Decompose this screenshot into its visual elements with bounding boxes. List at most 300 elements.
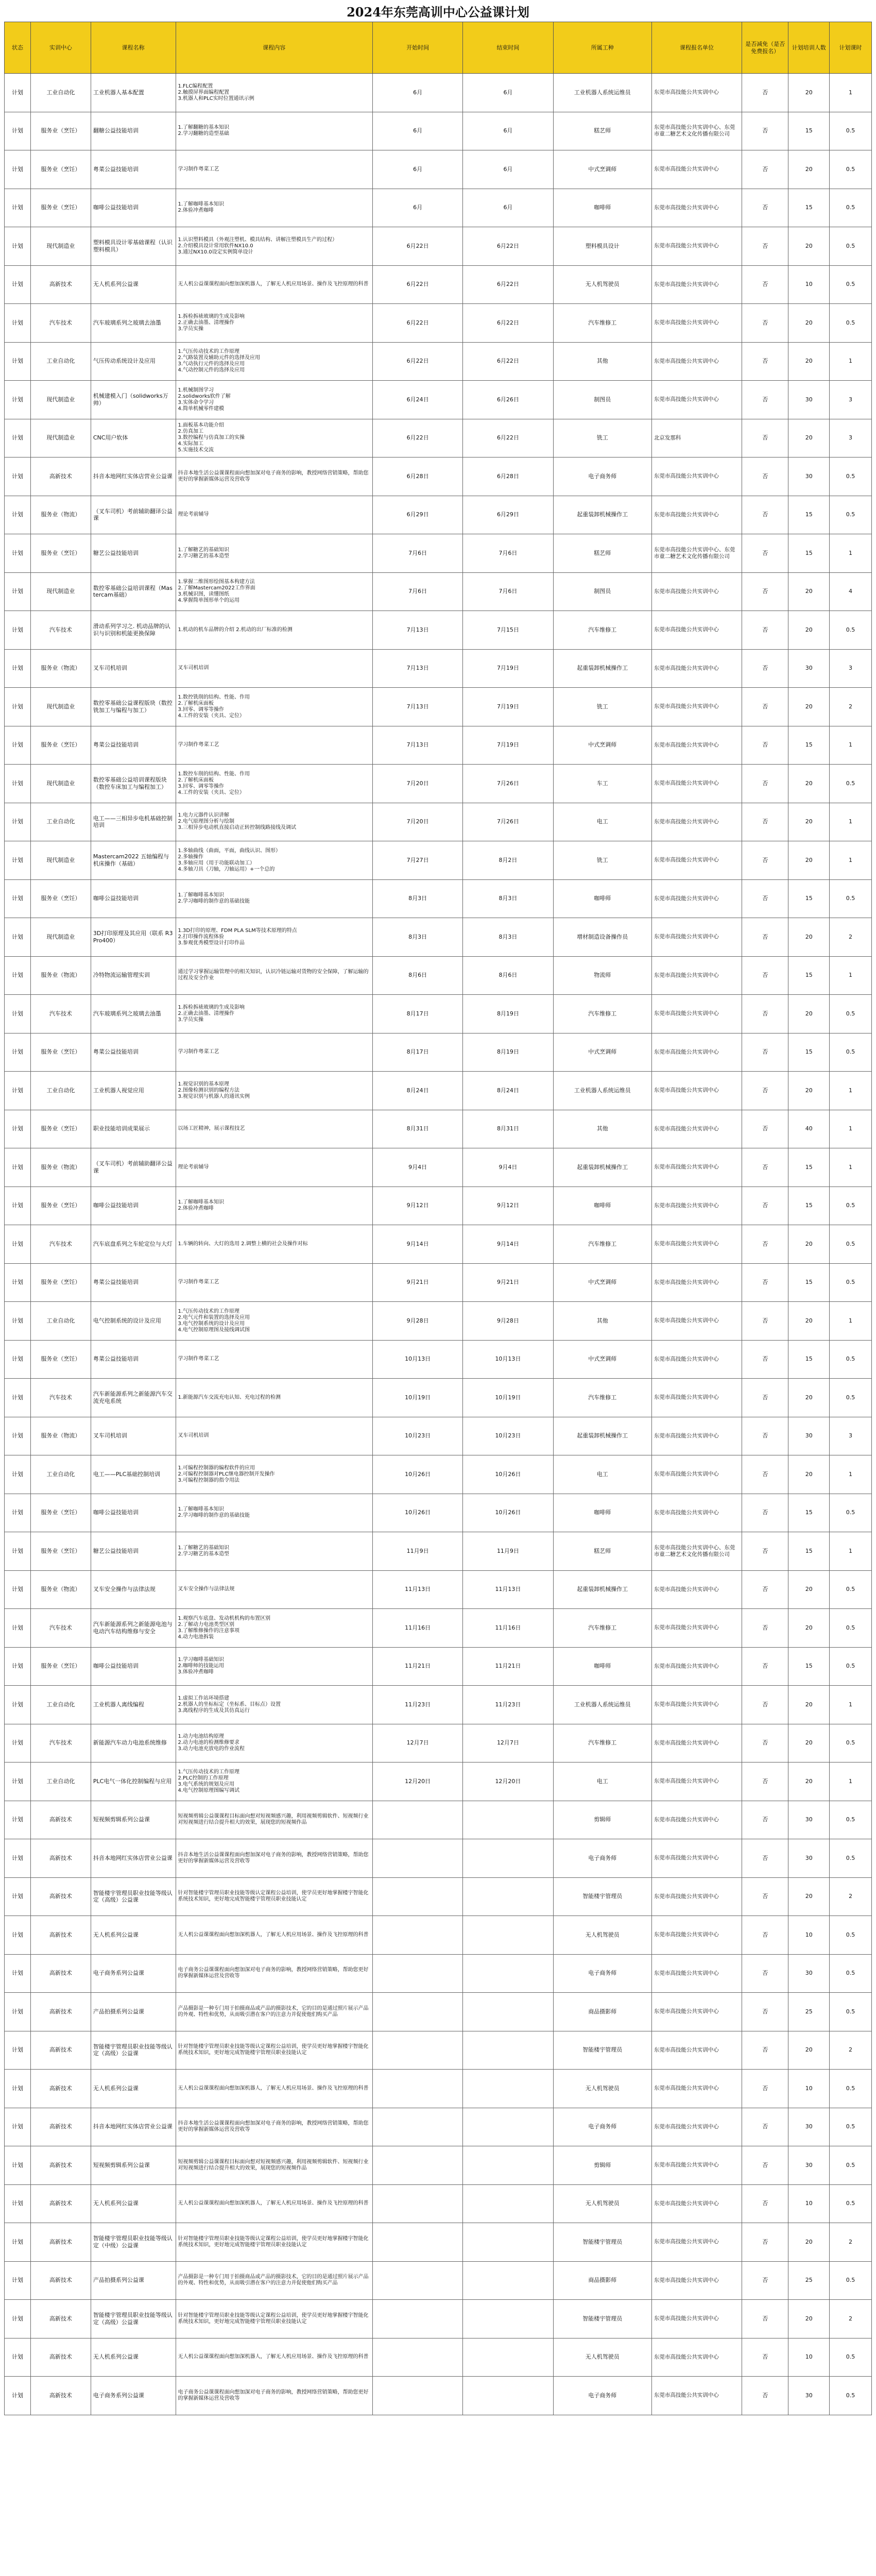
trade-cell: 汽车维修工 [553, 1609, 651, 1648]
fee-waiver-cell: 否 [742, 1724, 788, 1762]
center-cell: 服务业（物流） [30, 1570, 91, 1609]
column-header-end-time: 结束时间 [463, 22, 553, 74]
status-cell: 计划 [5, 1647, 31, 1686]
trade-cell: 中式烹调师 [553, 150, 651, 189]
course-content-cell: 1.FLC编程配置 2.触摸屏界面编程配置 3.机器人和PLC实时位置通讯示例 [176, 74, 372, 112]
table-row [5, 1686, 872, 1724]
course-content-cell: 1.观察汽车底盘、发动机机构的布置区别 2.了解动力电池类型区别 3.了解维修操作的注意事项 4.动力电池拆装 [176, 1609, 372, 1648]
end-time-cell [463, 2031, 553, 2070]
trade-cell: 铣工 [553, 688, 651, 726]
center-cell: 高新技术 [30, 1954, 91, 1993]
center-cell: 服务业（烹饪） [30, 1494, 91, 1532]
fee-waiver-cell: 否 [742, 2300, 788, 2338]
trade-cell: 咖啡师 [553, 1647, 651, 1686]
table-row [5, 611, 872, 650]
planned-trainees-cell: 30 [788, 2108, 830, 2146]
course-name-cell: 电气控制系统的设计及应用 [91, 1302, 176, 1341]
center-cell: 汽车技术 [30, 1225, 91, 1264]
status-cell: 计划 [5, 1954, 31, 1993]
fee-waiver-cell: 否 [742, 227, 788, 266]
table-row [5, 572, 872, 611]
center-cell: 高新技术 [30, 1801, 91, 1839]
course-name-cell: 糖艺公益技能培训 [91, 534, 176, 573]
registration-unit-cell: 东莞市高技能公共实训中心 [651, 688, 742, 726]
center-cell: 高新技术 [30, 1839, 91, 1878]
registration-unit-cell: 东莞市高技能公共实训中心 [651, 1148, 742, 1187]
course-name-cell: 无人机系列公益课 [91, 2338, 176, 2377]
course-content-cell: 1.数控车削的结构、性能、作用 2.了解机床面板 3.回零、调零等操作 4.工件的安装（夹具、定位） [176, 765, 372, 803]
course-name-cell: 粤菜公益技能培训 [91, 150, 176, 189]
table-row [5, 1225, 872, 1264]
planned-trainees-cell: 40 [788, 1110, 830, 1148]
planned-hours-cell: 0.5 [830, 2184, 872, 2223]
planned-trainees-cell: 15 [788, 726, 830, 765]
end-time-cell [463, 2261, 553, 2300]
trade-cell: 汽车维修工 [553, 611, 651, 650]
course-content-cell: 通过学习掌握运输管理中的相关知识，认识冷链运输对货物的安全保障，了解运输的过程及安全作业 [176, 956, 372, 995]
course-name-cell: 气压传动系统设计及应用 [91, 342, 176, 381]
fee-waiver-cell: 否 [742, 649, 788, 688]
trade-cell: 汽车维修工 [553, 1225, 651, 1264]
planned-hours-cell: 0.5 [830, 995, 872, 1033]
planned-trainees-cell: 15 [788, 1187, 830, 1225]
registration-unit-cell: 东莞市高技能公共实训中心 [651, 342, 742, 381]
center-cell: 工业自动化 [30, 74, 91, 112]
status-cell: 计划 [5, 956, 31, 995]
fee-waiver-cell: 否 [742, 1532, 788, 1571]
end-time-cell: 6月22日 [463, 265, 553, 304]
planned-hours-cell: 3 [830, 381, 872, 419]
center-cell: 工业自动化 [30, 803, 91, 841]
registration-unit-cell: 东莞市高技能公共实训中心 [651, 1302, 742, 1341]
column-header-course-name: 课程名称 [91, 22, 176, 74]
end-time-cell: 6月 [463, 189, 553, 227]
registration-unit-cell: 东莞市高技能公共实训中心 [651, 2223, 742, 2262]
table-row [5, 2146, 872, 2185]
course-content-cell: 针对智能楼宇管理员职业技能等级认定课程公益培训，使学员更好地掌握楼宇智能化系统技术知识，更好地完成智能楼宇管理员职业技能认定 [176, 2300, 372, 2338]
fee-waiver-cell: 否 [742, 1801, 788, 1839]
registration-unit-cell: 东莞市高技能公共实训中心 [651, 2070, 742, 2108]
fee-waiver-cell: 否 [742, 1916, 788, 1955]
course-content-cell: 1.了解咖啡基本知识 2.体验冲煮咖啡 [176, 189, 372, 227]
table-row [5, 419, 872, 457]
table-row [5, 304, 872, 343]
center-cell: 服务业（烹饪） [30, 1263, 91, 1302]
fee-waiver-cell: 否 [742, 2377, 788, 2415]
start-time-cell: 12月20日 [373, 1762, 463, 1801]
status-cell: 计划 [5, 1801, 31, 1839]
course-content-cell: 抖音本地生活公益课课程面向想加深对电子商务的影响，教授网络营销策略，帮助您更好的掌握新媒体运营及营收等 [176, 2108, 372, 2146]
fee-waiver-cell: 否 [742, 1455, 788, 1494]
trade-cell: 工业机器人系统运维员 [553, 1072, 651, 1110]
status-cell: 计划 [5, 726, 31, 765]
planned-hours-cell: 0.5 [830, 2377, 872, 2415]
start-time-cell: 7月13日 [373, 688, 463, 726]
table-row [5, 1570, 872, 1609]
status-cell: 计划 [5, 1993, 31, 2031]
course-content-cell: 1.拆检拆裱玻璃的生成及影响 2.正确去油墨、清理操作 3.学员实操 [176, 304, 372, 343]
table-row [5, 2377, 872, 2415]
fee-waiver-cell: 否 [742, 803, 788, 841]
start-time-cell [373, 2070, 463, 2108]
end-time-cell [463, 2223, 553, 2262]
course-name-cell: 数控零基础公益课程版块（数控铣加工与编程与加工） [91, 688, 176, 726]
status-cell: 计划 [5, 496, 31, 534]
course-name-cell: 电子商务系列公益课 [91, 1954, 176, 1993]
start-time-cell: 7月13日 [373, 611, 463, 650]
course-content-cell: 1.气压传动技术的工作原理 2.电气元件和装置的选择及应用 3.电气控制系统的设计及应用 4.电气控制原理图及接线调试图 [176, 1302, 372, 1341]
planned-trainees-cell: 20 [788, 1877, 830, 1916]
registration-unit-cell: 东莞市高技能公共实训中心 [651, 1954, 742, 1993]
course-name-cell: 智能楼宇管理员职业技能等级认定（高级）公益课 [91, 1877, 176, 1916]
planned-trainees-cell: 15 [788, 1033, 830, 1072]
course-name-cell: 数控零基础公益培训课程版块（数控车床加工与编程加工） [91, 765, 176, 803]
course-content-cell: 1.气压传动技术的工作原理 2.PLC控制的工作原理 3.电气系统的规划及应用 4.电气控制原理图编写调试 [176, 1762, 372, 1801]
registration-unit-cell: 东莞市高技能公共实训中心、东莞市童二糖艺术文化传播有限公司 [651, 1532, 742, 1571]
table-row [5, 1801, 872, 1839]
center-cell: 服务业（物流） [30, 956, 91, 995]
course-content-cell: 1.电力元器件认识讲解 2.电气原理图分析与绘制 3.三相异步电动机直接启动正转控制线路接线及调试 [176, 803, 372, 841]
end-time-cell: 9月12日 [463, 1187, 553, 1225]
start-time-cell: 9月4日 [373, 1148, 463, 1187]
course-name-cell: PLC电气一体化控制编程与应用 [91, 1762, 176, 1801]
table-row [5, 1148, 872, 1187]
table-row [5, 1916, 872, 1955]
start-time-cell: 7月20日 [373, 803, 463, 841]
status-cell: 计划 [5, 2146, 31, 2185]
fee-waiver-cell: 否 [742, 2338, 788, 2377]
planned-trainees-cell: 15 [788, 1263, 830, 1302]
table-row [5, 534, 872, 573]
course-name-cell: 机械建模入门（solidworks万帅） [91, 381, 176, 419]
fee-waiver-cell: 否 [742, 1263, 788, 1302]
fee-waiver-cell: 否 [742, 1110, 788, 1148]
trade-cell: 制图员 [553, 572, 651, 611]
end-time-cell: 7月6日 [463, 572, 553, 611]
registration-unit-cell: 东莞市高技能公共实训中心 [651, 2300, 742, 2338]
registration-unit-cell: 东莞市高技能公共实训中心 [651, 2146, 742, 2185]
start-time-cell: 8月3日 [373, 918, 463, 957]
column-header-start-time: 开始时间 [373, 22, 463, 74]
status-cell: 计划 [5, 304, 31, 343]
end-time-cell: 7月26日 [463, 765, 553, 803]
registration-unit-cell: 东莞市高技能公共实训中心 [651, 2031, 742, 2070]
end-time-cell [463, 1993, 553, 2031]
status-cell: 计划 [5, 1494, 31, 1532]
course-content-cell: 以场工匠精神，展示课程技艺 [176, 1110, 372, 1148]
course-name-cell: （叉车司机）考前辅助翻译公益课 [91, 1148, 176, 1187]
fee-waiver-cell: 否 [742, 265, 788, 304]
course-name-cell: CNC用户软体 [91, 419, 176, 457]
planned-trainees-cell: 20 [788, 841, 830, 880]
start-time-cell: 8月3日 [373, 879, 463, 918]
course-name-cell: 糖艺公益技能培训 [91, 1532, 176, 1571]
table-row [5, 918, 872, 957]
planned-trainees-cell: 30 [788, 381, 830, 419]
course-content-cell: 1.拆检拆裱玻璃的生成及影响 2.正确去油墨、清理操作 3.学员实操 [176, 995, 372, 1033]
planned-trainees-cell: 20 [788, 2300, 830, 2338]
planned-hours-cell: 0.5 [830, 1570, 872, 1609]
column-header-fee-waiver: 是否减免（是否免费报名） [742, 22, 788, 74]
planned-trainees-cell: 15 [788, 956, 830, 995]
registration-unit-cell: 东莞市高技能公共实训中心 [651, 1225, 742, 1264]
start-time-cell: 8月31日 [373, 1110, 463, 1148]
registration-unit-cell: 东莞市高技能公共实训中心 [651, 2261, 742, 2300]
end-time-cell [463, 1916, 553, 1955]
table-row [5, 1033, 872, 1072]
start-time-cell: 6月 [373, 112, 463, 150]
table-row [5, 1302, 872, 1341]
trade-cell: 糕艺师 [553, 534, 651, 573]
registration-unit-cell: 东莞市高技能公共实训中心 [651, 918, 742, 957]
course-content-cell: 叉车司机培训 [176, 1417, 372, 1455]
fee-waiver-cell: 否 [742, 1225, 788, 1264]
fee-waiver-cell: 否 [742, 2031, 788, 2070]
planned-hours-cell: 0.5 [830, 1609, 872, 1648]
course-name-cell: 咖啡公益技能培训 [91, 1187, 176, 1225]
center-cell: 服务业（烹饪） [30, 150, 91, 189]
registration-unit-cell: 北京发那科 [651, 419, 742, 457]
fee-waiver-cell: 否 [742, 879, 788, 918]
center-cell: 服务业（烹饪） [30, 112, 91, 150]
status-cell: 计划 [5, 765, 31, 803]
table-row [5, 265, 872, 304]
end-time-cell: 6月22日 [463, 227, 553, 266]
course-name-cell: 电工——三相异步电机基础控制培训 [91, 803, 176, 841]
course-content-cell: 短视频剪辑公益课课程目标面向想对短视频感兴趣，利用视频剪辑软件、短视频行业对短视频进行结合提升相大的效果，展现您的短视频作品 [176, 1801, 372, 1839]
planned-trainees-cell: 20 [788, 803, 830, 841]
registration-unit-cell: 东莞市高技能公共实训中心 [651, 1877, 742, 1916]
status-cell: 计划 [5, 1302, 31, 1341]
center-cell: 服务业（烹饪） [30, 1033, 91, 1072]
status-cell: 计划 [5, 688, 31, 726]
course-content-cell: 针对智能楼宇管理员职业技能等级认定课程公益培训，使学员更好地掌握楼宇智能化系统技术知识，更好地完成智能楼宇管理员职业技能认定 [176, 1877, 372, 1916]
planned-hours-cell: 0.5 [830, 150, 872, 189]
start-time-cell: 6月 [373, 189, 463, 227]
status-cell: 计划 [5, 1724, 31, 1762]
planned-hours-cell: 0.5 [830, 2108, 872, 2146]
planned-trainees-cell: 20 [788, 1686, 830, 1724]
status-cell: 计划 [5, 457, 31, 496]
table-row [5, 956, 872, 995]
start-time-cell [373, 2377, 463, 2415]
status-cell: 计划 [5, 1609, 31, 1648]
planned-trainees-cell: 20 [788, 1379, 830, 1417]
trade-cell: 工业机器人系统运维员 [553, 74, 651, 112]
planned-hours-cell: 2 [830, 2223, 872, 2262]
trade-cell: 塑料模具设计 [553, 227, 651, 266]
trade-cell: 智能楼宇管理员 [553, 2223, 651, 2262]
fee-waiver-cell: 否 [742, 457, 788, 496]
planned-hours-cell: 1 [830, 1302, 872, 1341]
center-cell: 现代制造业 [30, 227, 91, 266]
center-cell: 汽车技术 [30, 304, 91, 343]
planned-hours-cell: 2 [830, 1877, 872, 1916]
table-row [5, 649, 872, 688]
planned-hours-cell: 3 [830, 649, 872, 688]
fee-waiver-cell: 否 [742, 1839, 788, 1878]
start-time-cell [373, 1954, 463, 1993]
start-time-cell: 9月14日 [373, 1225, 463, 1264]
planned-hours-cell: 1 [830, 956, 872, 995]
start-time-cell: 10月26日 [373, 1494, 463, 1532]
planned-trainees-cell: 20 [788, 572, 830, 611]
start-time-cell: 10月13日 [373, 1340, 463, 1379]
registration-unit-cell: 东莞市高技能公共实训中心 [651, 74, 742, 112]
planned-hours-cell: 0.5 [830, 1225, 872, 1264]
fee-waiver-cell: 否 [742, 765, 788, 803]
course-name-cell: 3D打印原理及其应用（联系 R3 Pro400） [91, 918, 176, 957]
trade-cell: 起重装卸机械操作工 [553, 496, 651, 534]
course-content-cell: 1.了解咖啡基本知识 2.学习咖啡的制作意的基础技能 [176, 1494, 372, 1532]
course-name-cell: 咖啡公益技能培训 [91, 1647, 176, 1686]
registration-unit-cell: 东莞市高技能公共实训中心 [651, 227, 742, 266]
end-time-cell: 6月29日 [463, 496, 553, 534]
status-cell: 计划 [5, 649, 31, 688]
fee-waiver-cell: 否 [742, 1187, 788, 1225]
table-row [5, 1762, 872, 1801]
planned-hours-cell: 0.5 [830, 496, 872, 534]
trade-cell: 工业机器人系统运维员 [553, 1686, 651, 1724]
course-name-cell: 数控零基础公益培训课程（Mastercam基础） [91, 572, 176, 611]
status-cell: 计划 [5, 918, 31, 957]
fee-waiver-cell: 否 [742, 1647, 788, 1686]
course-content-cell: 无人机公益课课程面向想加深机器人，了解无人机应用场景、操作及飞控原理的科普 [176, 2338, 372, 2377]
registration-unit-cell: 东莞市高技能公共实训中心 [651, 803, 742, 841]
registration-unit-cell: 东莞市高技能公共实训中心 [651, 1724, 742, 1762]
trade-cell: 咖啡师 [553, 189, 651, 227]
course-content-cell: 短视频剪辑公益课课程目标面向想对短视频感兴趣，利用视频剪辑软件、短视频行业对短视频进行结合提升相大的效果，展现您的短视频作品 [176, 2146, 372, 2185]
center-cell: 高新技术 [30, 2070, 91, 2108]
planned-hours-cell: 0.5 [830, 265, 872, 304]
planned-trainees-cell: 20 [788, 1570, 830, 1609]
page-title: 2024年东莞高训中心公益课计划 [347, 4, 529, 20]
end-time-cell: 11月23日 [463, 1686, 553, 1724]
center-cell: 高新技术 [30, 1993, 91, 2031]
course-content-cell: 1.机动的机车品牌的介绍 2.机动的出厂标准的检测 [176, 611, 372, 650]
fee-waiver-cell: 否 [742, 1609, 788, 1648]
end-time-cell: 9月28日 [463, 1302, 553, 1341]
planned-trainees-cell: 20 [788, 227, 830, 266]
start-time-cell: 11月13日 [373, 1570, 463, 1609]
center-cell: 服务业（烹饪） [30, 1110, 91, 1148]
start-time-cell: 8月17日 [373, 1033, 463, 1072]
planned-hours-cell: 0.5 [830, 189, 872, 227]
end-time-cell: 10月26日 [463, 1494, 553, 1532]
registration-unit-cell: 东莞市高技能公共实训中心 [651, 1455, 742, 1494]
status-cell: 计划 [5, 2223, 31, 2262]
end-time-cell: 6月 [463, 74, 553, 112]
fee-waiver-cell: 否 [742, 918, 788, 957]
status-cell: 计划 [5, 1570, 31, 1609]
end-time-cell: 12月7日 [463, 1724, 553, 1762]
end-time-cell [463, 2377, 553, 2415]
planned-hours-cell: 1 [830, 1686, 872, 1724]
table-row [5, 496, 872, 534]
end-time-cell: 12月20日 [463, 1762, 553, 1801]
center-cell: 服务业（烹饪） [30, 1187, 91, 1225]
planned-trainees-cell: 20 [788, 765, 830, 803]
planned-hours-cell: 0.5 [830, 1954, 872, 1993]
trade-cell: 无人机驾驶员 [553, 265, 651, 304]
trade-cell: 起重装卸机械操作工 [553, 1148, 651, 1187]
status-cell: 计划 [5, 841, 31, 880]
planned-hours-cell: 0.5 [830, 1494, 872, 1532]
fee-waiver-cell: 否 [742, 1954, 788, 1993]
registration-unit-cell: 东莞市高技能公共实训中心 [651, 1110, 742, 1148]
course-content-cell: 电子商务公益课课程面向想加深对电子商务的影响，教授网络营销策略，帮助您更好的掌握新媒体运营及营收等 [176, 2377, 372, 2415]
table-row [5, 457, 872, 496]
registration-unit-cell: 东莞市高技能公共实训中心 [651, 1993, 742, 2031]
end-time-cell: 8月2日 [463, 841, 553, 880]
course-name-cell: 咖啡公益技能培训 [91, 879, 176, 918]
planned-trainees-cell: 15 [788, 112, 830, 150]
center-cell: 工业自动化 [30, 1762, 91, 1801]
status-cell: 计划 [5, 1916, 31, 1955]
center-cell: 工业自动化 [30, 1302, 91, 1341]
status-cell: 计划 [5, 1263, 31, 1302]
status-cell: 计划 [5, 189, 31, 227]
end-time-cell: 11月13日 [463, 1570, 553, 1609]
center-cell: 汽车技术 [30, 1724, 91, 1762]
course-name-cell: 抖音本地网红实体店营业公益课 [91, 457, 176, 496]
center-cell: 服务业（烹饪） [30, 1532, 91, 1571]
table-row [5, 688, 872, 726]
end-time-cell: 11月16日 [463, 1609, 553, 1648]
planned-trainees-cell: 20 [788, 1455, 830, 1494]
planned-trainees-cell: 10 [788, 2070, 830, 2108]
start-time-cell [373, 2108, 463, 2146]
table-row [5, 995, 872, 1033]
fee-waiver-cell: 否 [742, 956, 788, 995]
planned-trainees-cell: 20 [788, 1609, 830, 1648]
trade-cell: 中式烹调师 [553, 1033, 651, 1072]
end-time-cell: 9月21日 [463, 1263, 553, 1302]
table-row [5, 189, 872, 227]
planned-hours-cell: 1 [830, 841, 872, 880]
trade-cell: 其他 [553, 1110, 651, 1148]
end-time-cell: 6月22日 [463, 419, 553, 457]
course-content-cell: 无人机公益课课程面向想加深机器人，了解无人机应用场景、操作及飞控原理的科普 [176, 265, 372, 304]
table-row [5, 2338, 872, 2377]
start-time-cell: 6月24日 [373, 381, 463, 419]
fee-waiver-cell: 否 [742, 419, 788, 457]
start-time-cell: 9月12日 [373, 1187, 463, 1225]
table-row [5, 381, 872, 419]
status-cell: 计划 [5, 265, 31, 304]
start-time-cell [373, 1801, 463, 1839]
course-content-cell: 针对智能楼宇管理员职业技能等级认定课程公益培训，使学员更好地掌握楼宇智能化系统技术知识，更好地完成智能楼宇管理员职业技能认定 [176, 2031, 372, 2070]
registration-unit-cell: 东莞市高技能公共实训中心 [651, 2108, 742, 2146]
trade-cell: 其他 [553, 342, 651, 381]
status-cell: 计划 [5, 419, 31, 457]
center-cell: 高新技术 [30, 265, 91, 304]
planned-hours-cell: 2 [830, 2031, 872, 2070]
table-row [5, 150, 872, 189]
course-content-cell: 1.了解糖艺的基础知识 2.学习糖艺的基本造型 [176, 1532, 372, 1571]
center-cell: 现代制造业 [30, 918, 91, 957]
center-cell: 服务业（烹饪） [30, 726, 91, 765]
fee-waiver-cell: 否 [742, 74, 788, 112]
table-row [5, 765, 872, 803]
registration-unit-cell: 东莞市高技能公共实训中心 [651, 1379, 742, 1417]
trade-cell: 汽车维修工 [553, 1379, 651, 1417]
fee-waiver-cell: 否 [742, 2146, 788, 2185]
course-name-cell: 短视频剪辑系列公益课 [91, 2146, 176, 2185]
planned-trainees-cell: 20 [788, 1225, 830, 1264]
course-name-cell: 翻糖公益技能培训 [91, 112, 176, 150]
end-time-cell: 11月9日 [463, 1532, 553, 1571]
